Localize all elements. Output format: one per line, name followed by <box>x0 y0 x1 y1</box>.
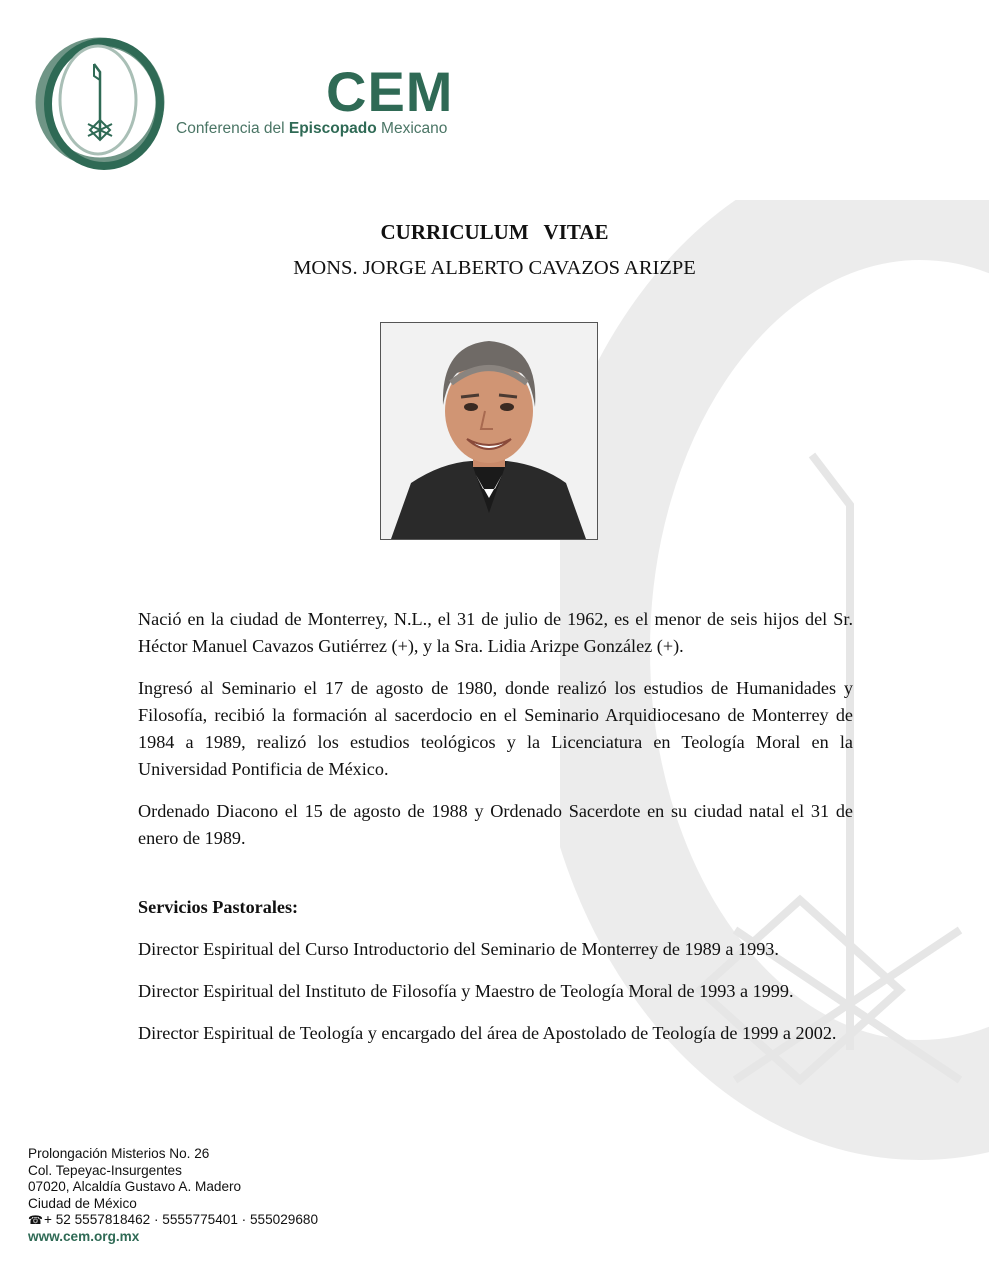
telephone-icon: ☎ <box>28 1213 43 1228</box>
brand-name-prefix: Conferencia del <box>176 120 289 137</box>
document-title: CURRICULUM VITAE <box>380 220 609 244</box>
phone-line <box>28 1212 318 1229</box>
paragraph-birth: Nació en la ciudad de Monterrey, N.L., el 31 de julio de 1962, es el menor de seis hijos del Sr. Héctor Manuel Cavazos Gutiérrez (+), y la Sra. Lidia Arizpe González (+). <box>138 609 853 656</box>
brand-full-name <box>176 120 447 138</box>
portrait-illustration <box>381 323 597 539</box>
document-subject: MONS. JORGE ALBERTO CAVAZOS ARIZPE <box>293 257 696 279</box>
brand-name-suffix: Mexicano <box>376 120 448 137</box>
services-heading: Servicios Pastorales: <box>138 897 299 917</box>
address-line: Prolongación Misterios No. 26 <box>28 1146 210 1161</box>
website-link[interactable]: www.cem.org.mx <box>28 1228 140 1244</box>
portrait-photo <box>380 322 598 540</box>
brand-acronym: CEM <box>326 60 454 123</box>
service-item: Director Espiritual del Instituto de Filosofía y Maestro de Teología Moral de 1993 a 1999. <box>138 981 794 1001</box>
cem-logo-icon <box>30 32 170 172</box>
paragraph-seminary: Ingresó al Seminario el 17 de agosto de 1980, donde realizó los estudios de Humanidades y Filosofía, recibió la formación al sacerdocio en el Seminario Arquidiocesano de Monterrey de 1984 a 1989, realizó los estudios teológicos y la Licenciatura en Teología Moral en la Universidad Pontificia de México. <box>138 678 853 779</box>
address-line: 07020, Alcaldía Gustavo A. Madero <box>28 1179 242 1195</box>
service-item: Director Espiritual del Curso Introductorio del Seminario de Monterrey de 1989 a 1993. <box>138 939 779 959</box>
service-item: Director Espiritual de Teología y encargado del área de Apostolado de Teología de 1999 a 2002. <box>138 1023 837 1043</box>
cv-body <box>138 606 853 1062</box>
address-line: Ciudad de México <box>28 1195 137 1211</box>
footer-contact <box>28 1146 318 1246</box>
address-line: Col. Tepeyac-Insurgentes <box>28 1162 182 1178</box>
paragraph-ordination: Ordenado Diacono el 15 de agosto de 1988 y Ordenado Sacerdote en su ciudad natal el 31 de enero de 1989. <box>138 801 853 848</box>
brand-name-bold: Episcopado <box>288 120 377 137</box>
phone-numbers: + 52 5557818462 · 5555775401 · 555029680 <box>44 1212 319 1228</box>
